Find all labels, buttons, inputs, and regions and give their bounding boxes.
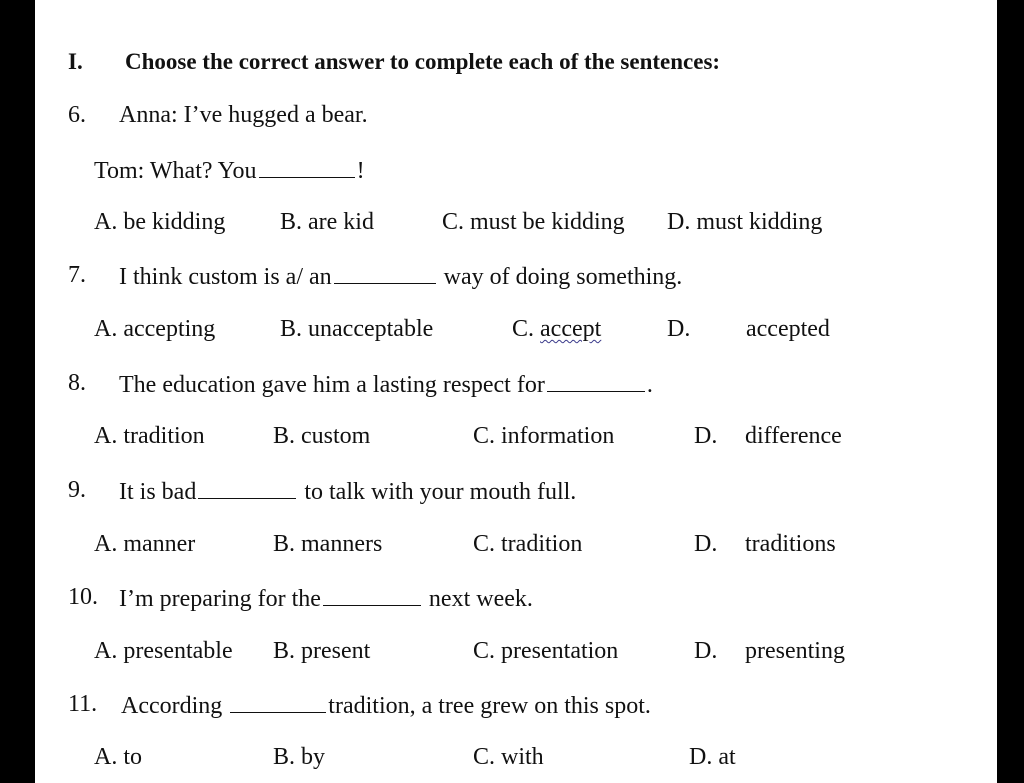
answer-blank[interactable]	[230, 690, 326, 713]
stem-text: It is bad	[119, 479, 197, 505]
option-d-text[interactable]: difference	[745, 423, 842, 449]
option-d-letter[interactable]: D.	[667, 316, 691, 342]
option-c[interactable]	[512, 315, 601, 343]
worksheet-page	[35, 0, 997, 783]
question-number: 9.	[68, 477, 86, 503]
option-b[interactable]: B. custom	[273, 423, 371, 449]
stem-text: .	[646, 372, 653, 398]
section-number: I.	[68, 49, 83, 74]
question-number: 6.	[68, 102, 86, 128]
answer-blank[interactable]	[259, 155, 355, 178]
stem-text: According	[121, 693, 223, 719]
question-number: 10.	[68, 584, 98, 610]
question-stem	[94, 155, 365, 185]
option-c[interactable]: C. information	[473, 423, 615, 449]
option-d-letter[interactable]: D.	[694, 638, 718, 664]
question-number: 11.	[68, 691, 98, 717]
option-c[interactable]: C. tradition	[473, 531, 583, 557]
option-c-letter: C.	[512, 316, 541, 342]
option-d[interactable]: D. at	[689, 744, 736, 770]
question-stem	[119, 369, 653, 399]
question-stem	[121, 690, 651, 720]
section-title: Choose the correct answer to complete each of the sentences:	[125, 49, 721, 74]
option-d-text[interactable]: presenting	[745, 638, 845, 664]
question-number: 8.	[68, 370, 86, 396]
stem-text: !	[356, 158, 365, 184]
option-d-letter[interactable]: D.	[694, 423, 718, 449]
answer-blank[interactable]	[334, 261, 436, 284]
answer-blank[interactable]	[323, 583, 421, 606]
stem-text: I think custom is a/ an	[119, 264, 332, 290]
question-stem	[119, 476, 576, 506]
option-a[interactable]: A. be kidding	[94, 209, 226, 235]
question-stem	[119, 261, 682, 291]
option-b[interactable]: B. manners	[273, 531, 383, 557]
stem-text: Tom: What? You	[94, 158, 257, 184]
option-b[interactable]: B. unacceptable	[280, 316, 434, 342]
stem-text: next week.	[428, 586, 533, 612]
option-a[interactable]: A. manner	[94, 531, 196, 557]
option-d-letter[interactable]: D.	[694, 531, 718, 557]
question-stem: Anna: I’ve hugged a bear.	[119, 102, 368, 128]
answer-blank[interactable]	[198, 476, 296, 499]
answer-blank[interactable]	[547, 369, 645, 392]
option-a[interactable]: A. presentable	[94, 638, 233, 664]
option-c[interactable]: C. must be kidding	[442, 209, 625, 235]
stem-text: to talk with your mouth full.	[304, 479, 577, 505]
option-d[interactable]: D. must kidding	[667, 209, 823, 235]
option-b[interactable]: B. present	[273, 638, 371, 664]
stem-text: The education gave him a lasting respect for	[119, 372, 545, 398]
option-c[interactable]: C. presentation	[473, 638, 619, 664]
question-number: 7.	[68, 262, 86, 288]
option-b[interactable]: B. by	[273, 744, 326, 770]
option-d-text[interactable]: accepted	[746, 316, 830, 342]
stem-text: I’m preparing for the	[119, 586, 321, 612]
question-stem	[119, 583, 533, 613]
option-c[interactable]: C. with	[473, 744, 544, 770]
option-d-text[interactable]: traditions	[745, 531, 836, 557]
option-c-text: accept	[540, 316, 602, 342]
stem-text: tradition, a tree grew on this spot.	[328, 693, 651, 719]
option-a[interactable]: A. to	[94, 744, 142, 770]
option-b[interactable]: B. are kid	[280, 209, 374, 235]
option-a[interactable]: A. accepting	[94, 316, 216, 342]
option-a[interactable]: A. tradition	[94, 423, 205, 449]
stem-text: way of doing something.	[443, 264, 683, 290]
